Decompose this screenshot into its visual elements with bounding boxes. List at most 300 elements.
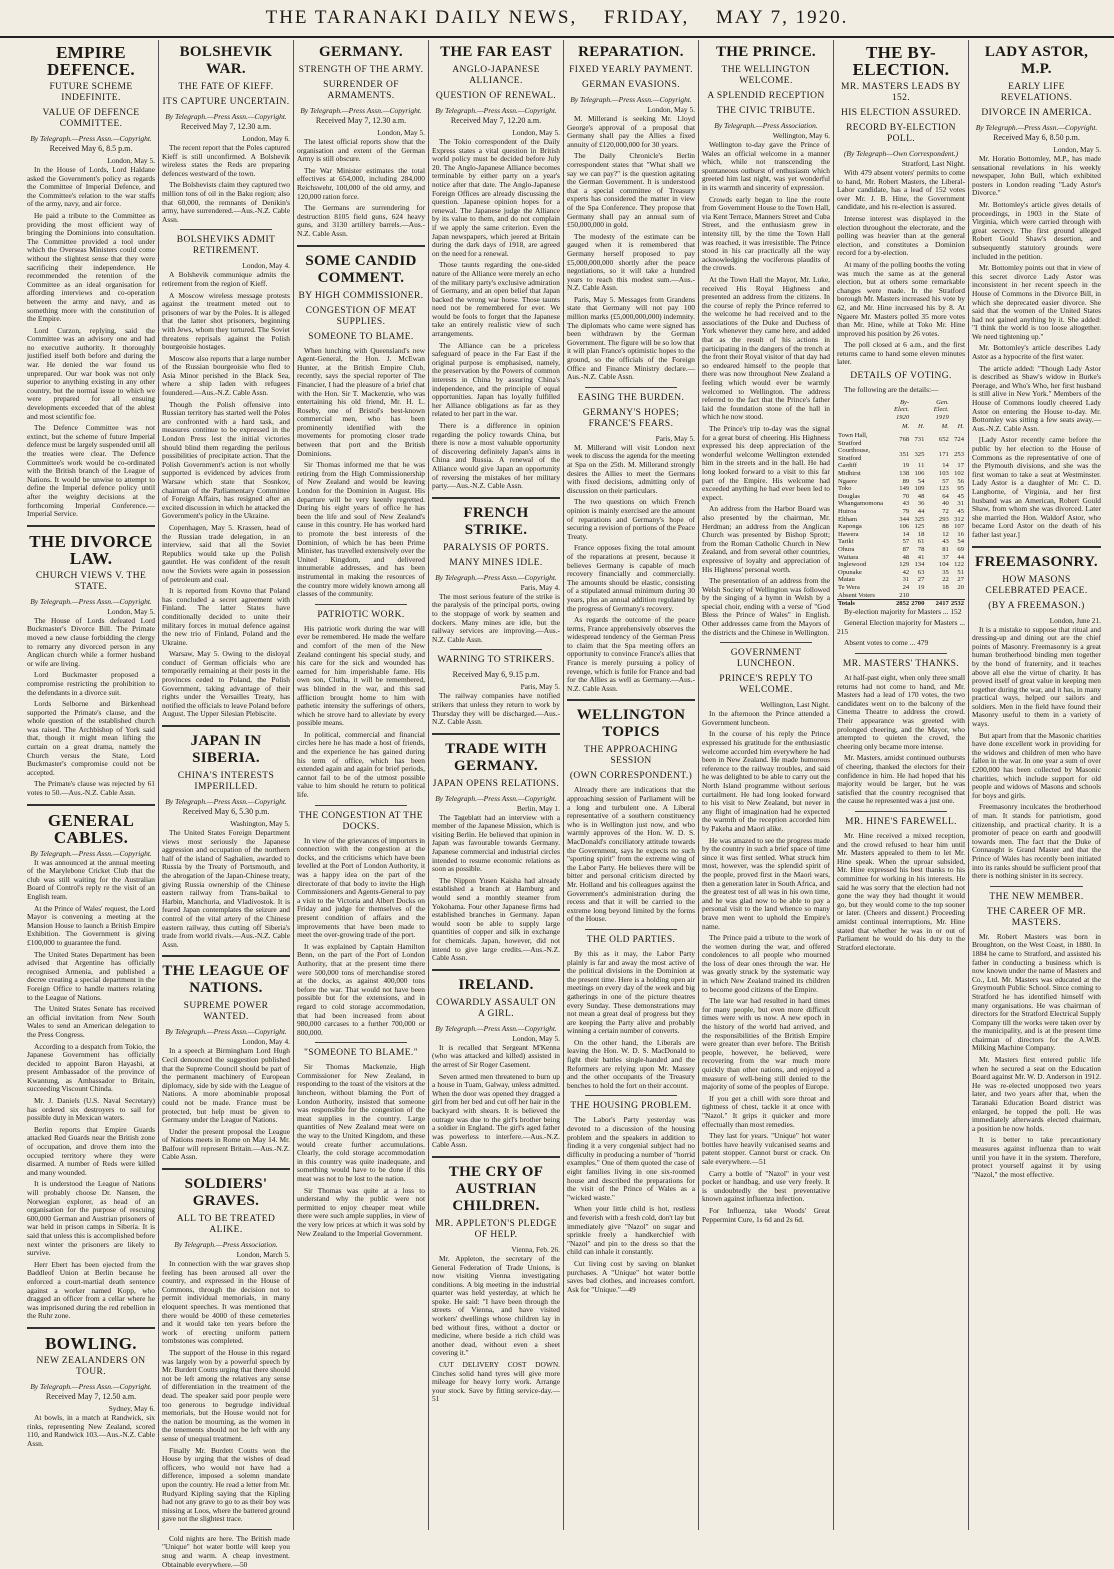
article bbox=[432, 1156, 560, 1404]
poll-row bbox=[837, 516, 965, 524]
article-subhead: MR. MASTERS' THANKS. bbox=[842, 659, 960, 670]
article-byline: By Telegraph.—Press Assn.—Copyright. bbox=[30, 596, 152, 606]
article-dateline: London, May 4. bbox=[242, 261, 290, 271]
article-paragraph: Mr. Appleton, the secretary of the General Federation of Trade Unions, is now visiting Vienna investigating conditions. A big meeting in the industrial quarter was held yesterday, at which he spoke. He said: "I have been through the streets of Vienna, and have visited workers' dwellings whose children lay in bed without fires, without a doctor or medicine, where beside a rich child was another dead, without even a sheet covering it." bbox=[432, 1253, 560, 1358]
article bbox=[567, 699, 695, 924]
article-paragraph: Cold nights are here. The British made "Unique" hot water bottle will keep you snug and warm. A cheap investment. Obtainable everywhere.—50 bbox=[162, 1533, 290, 1569]
article-received: Received May 7, 12.30 a.m. bbox=[315, 116, 407, 125]
article bbox=[162, 229, 290, 719]
poll-cell: 768 bbox=[899, 435, 910, 443]
article-subhead: HIS ELECTION ASSURED. bbox=[840, 108, 962, 118]
article-subhead: CONGESTION OF MEAT SUPPLIES. bbox=[305, 305, 417, 327]
article-dateline: Sydney, May 6. bbox=[108, 1403, 155, 1413]
poll-cell: 18 bbox=[917, 530, 925, 538]
masthead-date: MAY 7, 1920. bbox=[716, 7, 849, 28]
article-subhead: SUPREME POWER WANTED. bbox=[183, 1001, 269, 1023]
article bbox=[972, 886, 1101, 1180]
article-byline: By Telegraph.—Press Assn.—Copyright. bbox=[570, 95, 692, 104]
column-divider bbox=[315, 805, 407, 806]
poll-cell: 48 bbox=[917, 492, 925, 500]
article-paragraph: Copenhagen, May 5. Krassen, head of the Russian trade delegation, in an interview, said that all the Soviet Republics would take up the Polish gauntlet. He was confident of the result now the Soviets were again in possession of petroleum and coal. bbox=[162, 522, 290, 584]
column-divider bbox=[432, 497, 560, 499]
poll-cell: 109 bbox=[914, 485, 925, 493]
column-divider bbox=[585, 387, 677, 388]
article bbox=[432, 44, 560, 491]
article-received: Received May 6, 8.50 p.m. bbox=[993, 133, 1080, 142]
poll-cell: 42 bbox=[902, 568, 910, 576]
poll-cell: M. bbox=[902, 423, 910, 431]
article-byline: By Telegraph.—Press Assn.—Copyright. bbox=[30, 848, 152, 858]
article-paragraph: France opposes fixing the total amount of the reparations at present, because it believes Germany is capable of much recovery financially and commercially. The amounts should be elastic, consisting of a stipulated annual minimum during 30 years, plus an annual addition regulated by the progress of Germany's recovery. bbox=[567, 543, 695, 613]
article-paragraph: The United States Senate has received an official invitation from New South Wales to send an American delegation to the Press Congress. bbox=[27, 1004, 155, 1039]
column-divider bbox=[432, 1156, 560, 1158]
poll-cell: 31 bbox=[957, 500, 964, 508]
article-paragraph: At bowls, in a match at Randwick, six rinks, representing New Zealand, scored 110, and Randwick 103.—Aus.-N.Z. Cable Assn. bbox=[27, 1412, 156, 1448]
article-subhead: NEW ZEALANDERS ON TOUR. bbox=[36, 1355, 146, 1377]
column-divider bbox=[990, 886, 1083, 887]
poll-cell: 79 bbox=[902, 507, 910, 515]
article-paragraph: In the course of his reply the Prince expressed his gratitude for the enthusiastic welcome accorded him everywhere he had been in New Zealand. He made humorous reference to the railway troubles, and said he was delighted to be able to carry out the North Island programme without serious curtailment. He had long looked forward to his visit to New Zealand, but never in any flight of imagination had he expected the warmth of the reception accorded him by Pakeha and Maori alike. bbox=[702, 729, 830, 833]
poll-cell: 37 bbox=[942, 553, 949, 561]
column-divider bbox=[27, 525, 155, 527]
article-headline: THE BY-ELECTION. bbox=[852, 43, 950, 79]
article-subhead: RECORD BY-ELECTION POLL. bbox=[846, 123, 956, 144]
poll-table bbox=[837, 398, 965, 608]
article-byline: By Telegraph.—Press Assn.—Copyright. bbox=[300, 106, 422, 115]
article-paragraph: As regards the outcome of the peace terms, France apprehensively observes the widespread tendency of the German Press to claim that the Spa meeting offers an opportunity to convince France's allies that France is merely pursuing a policy of revenge, which is futile for France and bad for the Allies as well as Germany.—Aus.-N.Z. Cable Assn. bbox=[567, 615, 695, 693]
article-paragraph: An address from the Harbor Board was also presented by the chairman, Mr. Herdman; an address from the Anglican Church was presented by Bishop Sprott; from the Roman Catholic Church in New Zealand, and from several other countries, expressive of loyalty and appreciation of His Highness' personal worth. bbox=[702, 504, 830, 574]
article-subhead: QUESTION OF RENEWAL. bbox=[435, 91, 557, 101]
poll-cell: 95 bbox=[957, 485, 964, 493]
article-subhead: MR. MASTERS LEADS BY 152. bbox=[841, 82, 961, 103]
article-paragraph: In political, commercial and financial circles here he has made a host of friends, and the experience he has gained during his term of office, which has been extended again and again for brief periods, cannot fail to be of the utmost possible value to him should he return to political life. bbox=[297, 729, 425, 800]
article-paragraph: When lunching with Queensland's new Agent-General, the Hon. J. McEwan Hunter, at the British Empire Club, recently, says the special reporter of The Financier, I had the pleasure of a brief chat with the Hon. Sir T. Mackenzie, who was entertaining his old friend, Mr. H. L. Roseby, one of Bristol's best-known commercial men, who has been prominently identified with the movements for promoting closer trade between that port and the British Dominions. bbox=[297, 345, 425, 458]
article-paragraph: In the afternoon the Prince attended a Government luncheon. bbox=[702, 709, 830, 727]
article-paragraph: At the Town Hall the Mayor, Mr. Luke, received His Royal Highness and presented an address from the citizens. In the course of reply the Prince referred to the welcome he had received and to the associations of the Duke and Duchess of York whenever they came here, and added that as the result of his actions in participating in the dangers of the trench at the front their Royal visitor of that day had so endeared himself to the people that there was now throughout New Zealand a feeling which would ever be warmly welcomed to Wellington. The address referred to the fact that the Prince's father laid the foundation stone of the hall in which he now stood. bbox=[702, 274, 830, 422]
article-subhead: GOVERNMENT LUNCHEON. bbox=[730, 648, 802, 670]
poll-row bbox=[837, 569, 965, 577]
column-divider bbox=[180, 229, 272, 230]
article-subhead: CHINA'S INTERESTS IMPERILLED. bbox=[177, 771, 275, 793]
poll-cell: Ohura bbox=[838, 545, 855, 553]
poll-cell: 2532 bbox=[950, 600, 964, 608]
article-paragraph: It is a mistake to suppose that ritual and dressing-up and dining out are the chief points of Masonry. Freemasonry is a great human brotherhood binding men together by the bond of fraternity, and it teaches above all else the virtue of charity. It has proved itself of great value in keeping men together during the war, and it has, in many practical ways, helped our sailors and soldiers. Men in the field have found their Masonry useful to them in a variety of ways. bbox=[972, 624, 1101, 729]
article-paragraph: Seven armed men threatened to burn up a house in Tuam, Galway, unless admitted. When the door was opened they dragged a girl from her bed and cut off her hair in the backyard with shears. It is believed the outrage was due to the girl's brother being a soldier in England. The girl's aged father was powerless to interfere.—Aus.-N.Z. Cable Assn. bbox=[432, 1071, 560, 1150]
poll-cell: 57 bbox=[902, 538, 910, 546]
poll-cell: 78 bbox=[917, 545, 925, 553]
poll-cell: M. bbox=[941, 423, 949, 431]
poll-cell: 36 bbox=[917, 500, 925, 508]
article bbox=[837, 653, 965, 806]
poll-cell: Town Hall, Stratford bbox=[838, 432, 868, 447]
poll-cell: Hawera bbox=[838, 530, 859, 538]
poll-cell: 107 bbox=[954, 523, 964, 531]
poll-cell: 54 bbox=[957, 538, 964, 546]
article-paragraph: Already there are indications that the approaching session of Parliament will be a long and turbulent one. A Liberal representative of a southern constituency who is in Wellington just now, and who warmly approves of the Hon. W. D. S. MacDonald's conciliatory attitude towards the Government, says he expects no such "sporting spirit" from the extreme wing of the Labor Party. He believes there will be bitter and personal criticism directed by Mr. Holland and his colleagues against the Government's administration during the recess and that it will be carried to the extreme long beyond limited by the forms of the House. bbox=[567, 785, 695, 924]
details-heading: DETAILS OF VOTING. bbox=[850, 371, 952, 382]
poll-row bbox=[837, 447, 965, 462]
article bbox=[162, 1529, 290, 1569]
poll-cell: Absent Voters bbox=[838, 591, 875, 599]
poll-majority: By-election majority for Masters ... 152 bbox=[844, 606, 962, 616]
poll-row bbox=[837, 561, 965, 569]
article-paragraph: Mr. Bottomley's article gives details of proceedings, in 1903 in the State of Virginia, which were carried through with great secrecy. The first ground alleged Robert Gould Shaw's desertion, and subsequently statutory grounds were included in the petition. bbox=[972, 199, 1101, 261]
poll-cell: 652 bbox=[938, 435, 949, 443]
article-headline: FREEMASONRY. bbox=[975, 553, 1098, 570]
article bbox=[297, 805, 425, 1038]
article-paragraph: Warsaw, May 5. Owing to the disloyal conduct of German officials who are temporarily remaining at their posts in the provinces ceded to Poland, the Polish Government, taking advantage of their rights under the Versailles Treaty, has notified the officials to leave Poland before August. The Upper Silesian Plebiscite. bbox=[162, 649, 290, 719]
article-paragraph: At half-past eight, when only three small returns had not come to hand, and Mr. Masters had a lead of 170 votes, the two candidates went on to the balcony of the Cinema Theatre to address the crowd. Their appearance was greeted with prolonged cheering, and the Mayor, who attempted to quieten the crowd, the cheering only became more intense. bbox=[837, 673, 965, 751]
article-subhead: (OWN CORRESPONDENT.) bbox=[569, 771, 693, 782]
article-paragraph: The Labor's Party yesterday was devoted to a discussion of the housing problem and the speakers in addition to finding it a very congenial subject had no difficulty in producing a number of "horrid examples." One of them quoted the case of eight families living in one six-roomed house and described the preparations for the visit of the Prince of Wales as a "wicked waste." bbox=[567, 1115, 695, 1202]
poll-cell: 125 bbox=[914, 523, 925, 531]
article-paragraph: The poll closed at 6 a.m., and the first returns came to hand some eleven minutes later. bbox=[837, 340, 965, 367]
article-paragraph: There is a difference in opinion regarding the policy towards China, but there is now a most valuable opportunity of discovering definitely Japan's aims in China and Russia. A renewal of the Alliance would give Japan an opportunity of reversing the mistakes of her military party.—Aus.-N.Z. Cable Assn. bbox=[432, 421, 560, 491]
article-paragraph: The United States Foreign Department views most seriously the Japanese aggression and occupation of the northern half of the island of Saghalien, awarded to Russia by the Treaty of Portsmouth, and the abrogation of the Japan-Chinese treaty, giving Russia ownership of the Chinese eastern railway from Trans-baikal to Harbin, Manchuria, and Vladivostok. It is feared Japan contemplates the seizure and control of the vital artery of the Chinese eastern railway, thus cutting off Siberia's trade from world rivals.—Aus.-N.Z. Cable Assn. bbox=[162, 828, 290, 949]
poll-cell: By-Elect. 1920 bbox=[893, 398, 910, 421]
column-divider bbox=[315, 604, 407, 605]
poll-row bbox=[837, 538, 965, 546]
column-divider bbox=[27, 804, 155, 806]
article-paragraph: Crowds early began to line the route from Government House to the Town Hall, via Kent Terrace, Manners Street and Cuba Street, and the enthusiasm grew in intensity till, by the time the Town Hall was reached, it was irresistible. The Prince stood in his car practically all the way acknowledging the vociferous plaudits of the crowds. bbox=[702, 194, 830, 273]
poll-cell: Midhirst bbox=[838, 470, 861, 477]
poll-cell: 45 bbox=[957, 492, 964, 500]
poll-cell: 129 bbox=[899, 561, 910, 569]
column-8 bbox=[969, 40, 1104, 1530]
article-paragraph: The Daily Chronicle's Berlin correspondent states that "What shall we say we can pay?" is the question agitating the German Government. It is understood that a special committee of Treasury experts has considered the matter in view of the Spa Conference. They propose that Germany shall pay an annual sum of £50,000,000 in gold. bbox=[567, 151, 695, 230]
article-subhead: THE CAREER OF MR. MASTERS. bbox=[986, 906, 1087, 928]
article-subhead: JAPAN OPENS RELATIONS. bbox=[432, 778, 560, 789]
poll-cell: 61 bbox=[917, 538, 925, 546]
article-received: Received May 6, 8.5 p.m. bbox=[49, 144, 133, 153]
article-byline: By Telegraph.—Press Association. bbox=[714, 121, 818, 130]
article-dateline: Berlin, May 1. bbox=[516, 803, 560, 813]
poll-cell: 14 bbox=[942, 462, 949, 470]
poll-row bbox=[837, 470, 965, 478]
poll-cell: 40 bbox=[942, 500, 949, 508]
article-paragraph: The most serious feature of the strike is the paralysis of the principal ports, owing to the stoppage of work by seamen and dockers. Many mines are idle, but the railway services are improving.—Aus.-N.Z. Cable Assn. bbox=[432, 591, 560, 644]
article-subhead: ALL TO BE TREATED ALIKE. bbox=[176, 1214, 276, 1236]
article-paragraph: Mr. J. Daniels (U.S. Naval Secretary) has ordered six destroyers to sail for possible duty in Mexican waters. bbox=[27, 1096, 155, 1123]
poll-cell: 51 bbox=[957, 568, 964, 576]
article-headline: TRADE WITH GERMANY. bbox=[445, 740, 547, 774]
article-paragraph: The Tokio correspondent of the Daily Express states a vital question in British world policy must be decided before July 20. The Anglo-Japanese Alliance becomes terminable by either party on a year's notice after that date. The Anglo-Japanese Foreign Offices are already discussing the question. Japanese opinion hopes for a renewal. The Japanese judge the Alliance by its value to them, and do not complain if we apply the same criterion. Even the Japan newspapers, which jeered at Britain during the dark days of 1918, are agreed on the need for a renewal. bbox=[432, 137, 560, 258]
poll-cell: 56 bbox=[957, 477, 964, 485]
article-paragraph: The recent report that the Poles captured Kieff is still unconfirmed. A Bolshevik wireless states the Reds are preparing defences westward of the town. bbox=[162, 143, 290, 178]
article bbox=[837, 811, 965, 952]
article-dateline: Wellington, Last Night. bbox=[760, 700, 830, 710]
article-paragraph: The Tageblatt had an interview with a member of the Japanese Mission, which is visiting Berlin. He believed that opinion in Japan was favourable towards Germany. Japanese commercial and industrial circles intended to resume economic relations as soon as possible. bbox=[432, 812, 560, 874]
article-subhead: HOW MASONS CELEBRATED PEACE. bbox=[985, 574, 1088, 596]
article-dateline: Paris, May 5. bbox=[655, 433, 695, 443]
poll-cell: 325 bbox=[914, 515, 925, 523]
article-paragraph: For Influenza, take Woods' Great Peppermint Cure, 1s 6d and 2s 6d. bbox=[702, 1205, 830, 1224]
poll-cell: 43 bbox=[942, 538, 949, 546]
article-dateline: Stratford, Last Night. bbox=[901, 159, 965, 168]
article-paragraph: Sir Thomas was quite at a loss to understand why the public were not permitted to enjoy cheaper meat while there were such ample supplies, in view of the very low prices at which it was sold by New Zealand to the Imperial Government. bbox=[297, 1185, 425, 1238]
article bbox=[27, 44, 155, 519]
poll-cell: 2852 bbox=[887, 600, 910, 608]
article-paragraph: Herr Ebert has been ejected from the Baddleof Union at Berlin because he enforced a court-martial death sentence against a worker named Kopp, who dragged an officer from a cellar where he was imprisoned during the red rebellion in the Ruhr zone. bbox=[27, 1259, 155, 1321]
article-paragraph: The Bolshevists claim they captured two million tons of oil in the Baku region; also that 60,000, the remnants of Denikin's army, have surrendered.—Aus.-N.Z. Cable Assn. bbox=[162, 180, 290, 224]
article-paragraph: Lord Buckmaster proposed a compromise restricting the prohibition to the defendants in a divorce suit. bbox=[27, 670, 155, 697]
column-divider bbox=[27, 1327, 155, 1329]
article-paragraph: At the Prince of Wales' request, the Lord Mayor is convening a meeting at the Mansion House to launch a British Empire Exhibition. The Government is giving £100,000 to guarantee the fund. bbox=[27, 903, 155, 947]
article bbox=[702, 642, 830, 1224]
article-byline: By Telegraph.—Press Association. bbox=[174, 1240, 278, 1250]
article-paragraph: Berlin reports that Empire Guards attacked Red Guards near the British zone of occupation, and drove them into the occupied territory where they were disarmed. A number of Reds were killed and many wounded. bbox=[27, 1124, 155, 1177]
poll-cell: 16 bbox=[957, 530, 964, 538]
article bbox=[567, 929, 695, 1091]
column-divider bbox=[297, 245, 425, 247]
poll-cell: 312 bbox=[954, 515, 964, 523]
poll-row bbox=[837, 508, 965, 516]
poll-cell: 104 bbox=[938, 561, 949, 569]
poll-cell: 134 bbox=[914, 561, 925, 569]
article-dateline: Wellington, May 6. bbox=[772, 131, 830, 140]
article-paragraph: Sir Thomas informed me that he was retiring from the High Commissionership of New Zealand and would be leaving London for the Dominion in August. His departure will be very keenly regretted. During his eight years of office he has been the life and soul of New Zealand's cause in this country. He has worked hard to promote the best interests of the Dominion, of which he has been Prime Minister, has travelled extensively over the United Kingdom, and delivered innumerable addresses, and has been instrumental in making the resources of the country more widely known among all classes of the community. bbox=[297, 460, 425, 599]
poll-cell: Waitara bbox=[838, 553, 859, 561]
poll-cell: 24 bbox=[902, 583, 910, 591]
article bbox=[162, 1168, 290, 1524]
article-paragraph: Carry a bottle of "Nazol" in your vest pocket or handbag, and use very freely. It is undoubtedly the best preventative known against influenza infection. bbox=[702, 1168, 830, 1204]
poll-cell: 57 bbox=[942, 477, 949, 485]
article-paragraph: The House of Lords defeated Lord Buckmaster's Divorce Bill. The Primate moved a new clause forbidding the clergy to remarry any divorced person in any Anglican church while a former husband or wife are living. bbox=[27, 615, 155, 668]
article-subhead: MR. APPLETON'S PLEDGE OF HELP. bbox=[435, 1218, 557, 1240]
poll-cell: 35 bbox=[942, 568, 949, 576]
poll-cell bbox=[950, 398, 965, 423]
article-subhead: CHURCH VIEWS V. THE STATE. bbox=[35, 570, 147, 592]
article bbox=[567, 44, 695, 382]
article-headline: EMPIRE DEFENCE. bbox=[47, 43, 135, 79]
poll-cell: 103 bbox=[938, 470, 949, 477]
article bbox=[27, 525, 155, 798]
article-dateline: London, May 5. bbox=[512, 128, 560, 137]
article-dateline: London, May 6. bbox=[242, 134, 290, 143]
poll-row bbox=[837, 531, 965, 539]
poll-cell: 19 bbox=[902, 462, 910, 470]
poll-cell: 351 bbox=[899, 451, 910, 459]
column-divider bbox=[162, 955, 290, 957]
article-subhead: PATRIOTIC WORK. bbox=[317, 609, 405, 620]
column-divider bbox=[720, 642, 812, 643]
article-subhead: THE NEW MEMBER. bbox=[989, 891, 1084, 902]
article-dateline: London, May 5. bbox=[377, 128, 425, 137]
poll-cell: Cardiff bbox=[838, 462, 857, 470]
poll-cell: 724 bbox=[954, 435, 964, 443]
article-byline: By Telegraph.—Press Assn.—Copyright. bbox=[435, 106, 557, 115]
poll-cell: Te Wera bbox=[838, 583, 860, 591]
article-headline: SOME CANDID COMMENT. bbox=[305, 252, 417, 286]
article bbox=[297, 604, 425, 800]
poll-cell: Totals bbox=[837, 600, 887, 608]
article-paragraph: The support of the House in this regard was largely won by a powerful speech by Mr. Burdett Coutts urging that there should not be left among the relatives any sense of differentiation in the treatment of the dead. The speaker said poor people were too generous to begrudge individual memorials, but the House would not for the nation be mourning, as the women in the tenements should not be left with any sense of unequal treatment. bbox=[162, 1348, 290, 1443]
poll-row bbox=[837, 485, 965, 493]
masthead-day: FRIDAY, bbox=[603, 7, 690, 28]
column-6 bbox=[699, 40, 834, 1530]
article-paragraph: Mr. Masters first entered public life when he secured a seat on the Education Board against Mr. W. D. Anderson in 1912. He was re-elected unopposed two years later, and two years after that, when the Taranaki Education Board district was enlarged, he topped the poll. He was immediately afterwards elected chairman, a position he now holds. bbox=[972, 1055, 1101, 1133]
poll-cell: Inglewood bbox=[838, 561, 867, 569]
article-paragraph: The Primate's clause was rejected by 61 votes to 50.—Aus.-N.Z. Cable Assn. bbox=[27, 779, 155, 798]
article-subhead: ANGLO-JAPANESE ALLIANCE. bbox=[452, 65, 540, 86]
poll-cell: Tariki bbox=[838, 538, 854, 546]
poll-cell: 81 bbox=[942, 545, 949, 553]
poll-cell: 2700 bbox=[911, 600, 925, 608]
article bbox=[432, 969, 560, 1150]
poll-cell: 31 bbox=[902, 576, 910, 584]
article-subhead: VALUE OF DEFENCE COMMITTEE. bbox=[42, 108, 140, 129]
article-subhead: PRINCE'S REPLY TO WELCOME. bbox=[719, 674, 813, 696]
poll-row bbox=[837, 398, 965, 423]
poll-row bbox=[837, 592, 965, 600]
article-subhead: THE WELLINGTON WELCOME. bbox=[721, 65, 811, 86]
poll-row bbox=[837, 584, 965, 592]
article-paragraph: When your little child is hot, restless and feverish with a fresh cold, don't lay but immediately give "Nazol" on sugar and sprinkle freely a handkerchief with "Nazol" and pin to the dress so that the child can inhale it constantly. bbox=[567, 1204, 695, 1257]
article-paragraph: Finally Mr. Burdett Coutts won the House by urging that the wishes of dead officers, who would not have had a difference, imposed a solemn mandate upon the country. He read a letter from Mr. Rudyard Kipling saying that the Kipling had not any grave to go to as their boy was missing at Loos, where the battered ground gave not the slightest trace. bbox=[162, 1445, 290, 1524]
article-paragraph: Mr. Horatio Bottomley, M.P., has made sensational revelations in his weekly newspaper, John Bull, which exhibited posters in London reading "Lady Astor's Divorce." bbox=[972, 154, 1101, 198]
article-paragraph: Paris, May 5. Messages from Grandens state that Germany will not pay 100 million marks (£5,000,000,000) indemnity. The diplomats who came were signed has been withdrawn by the German Government. The figure will be so low that it will plan France's optimistic hopes to the ground, so the officials of the Foreign Office and Finance Ministry declare.—Aus.-N.Z. Cable Assn. bbox=[567, 294, 695, 382]
poll-cell: 22 bbox=[942, 576, 949, 584]
article bbox=[297, 44, 425, 239]
poll-row bbox=[837, 422, 965, 432]
poll-cell bbox=[950, 592, 965, 600]
poll-cell: 72 bbox=[942, 507, 949, 515]
column-divider bbox=[432, 969, 560, 971]
article bbox=[162, 44, 290, 224]
article-subhead: SURRENDER OF ARMAMENTS. bbox=[323, 80, 399, 101]
column-divider bbox=[180, 1529, 272, 1530]
article-paragraph: It is understood the League of Nations will probably choose Dr. Nansen, the Norwegian explorer, as head of an organisation for the purpose of rescuing 600,000 German and Austrian prisoners of war held in prison camps in Siberia. It is said that unless this is accomplished before next winter the prisoners are likely to survive. bbox=[27, 1179, 155, 1258]
article-subhead: EARLY LIFE REVELATIONS. bbox=[1000, 82, 1073, 103]
poll-cell: Huiroa bbox=[838, 507, 857, 515]
article-paragraph: If you get a chill with sore throat and tightness of chest, tackle it at once with "Nazol." It grips it quicker and more effectually than most remedies. bbox=[702, 1093, 830, 1129]
column-divider bbox=[315, 1042, 407, 1043]
article-paragraph: It is reported from Kovno that Poland has concluded a secret agreement with Finland. The latter States have conditionally decided to unite their military forces in mutual defence against the new trio of Finland, Poland and the Ukraine. bbox=[162, 586, 290, 647]
column-7 bbox=[834, 40, 969, 1530]
column-divider bbox=[567, 699, 695, 701]
poll-row bbox=[837, 576, 965, 584]
article-headline: WELLINGTON TOPICS bbox=[576, 707, 686, 741]
poll-cell: Eltham bbox=[838, 515, 858, 523]
poll-cell: 64 bbox=[942, 492, 949, 500]
poll-cell: Ngaere bbox=[838, 477, 858, 485]
column-4 bbox=[429, 40, 564, 1530]
poll-cell bbox=[837, 422, 887, 432]
poll-cell: Kaponga bbox=[838, 523, 862, 531]
article-paragraph: Though the Polish offensive into Russian territory has started well the Poles are confronted with a hard task, and measures continue to be expressed in the London Press lest the initial victories should blind them regarding the perilous possibilities of precipitate action. That the Polish Government's action is not wholly supported is evidenced by advices from Warsaw which state that Sosnkov, chairman of the Parliamentary Committee of Foreign Affairs, has resigned after an excited discussion in which he attacked the Government's policy in the Ukraine. bbox=[162, 399, 290, 521]
article-paragraph: Cut living cost by saving on blanket purchases. A "Unique" hot water bottle saves bad clothes, and increases comfort. Ask for "Unique."—49 bbox=[567, 1258, 695, 1294]
article bbox=[27, 1327, 155, 1448]
masthead bbox=[0, 0, 1114, 38]
article-headline: GENERAL CABLES. bbox=[47, 810, 135, 847]
poll-cell: 2417 bbox=[925, 600, 949, 608]
article-paragraph: The presentation of an address from the Welsh Society of Wellington was followed by the singing of a hymn in Welsh by a special choir, ending with a verse of "God Bless the Prince of Wales" in English. Other addresses came from the Mayors of the districts and the Chinese in Wellington. bbox=[702, 576, 830, 637]
article bbox=[162, 955, 290, 1162]
column-divider bbox=[585, 929, 677, 930]
column-divider bbox=[432, 733, 560, 735]
article-dateline: London, May 5. bbox=[107, 606, 155, 616]
article-headline: THE LEAGUE OF NATIONS. bbox=[162, 963, 290, 997]
article-paragraph: The Prince paid a tribute to the work of the women during the war, and offered condolences to all people who mourned the loss of dear ones through the war. He was greatly struck by the systematic way in which New Zealand trained its children to become good citizens of the Empire. bbox=[702, 933, 830, 994]
article-received: Received May 6, 5.30 p.m. bbox=[182, 807, 270, 817]
article-paragraph: Those taunts regarding the one-sided nature of the Alliance were merely an echo of the military party's exclusive admiration of Germany, and an open belief that Japan backed the wrong war horse. Those taunts need not be remembered for ever. We would be fools to forget that the Japanese take an entirely realistic view of such arrangements. bbox=[432, 260, 560, 339]
poll-cell: H. bbox=[957, 423, 964, 431]
masthead-title: THE TARANAKI DAILY NEWS, bbox=[265, 7, 578, 28]
article-paragraph: In connection with the war graves shop feeling has been aroused all over the country, and expressed in the House of Commons, through the decision not to permit individual memorials, in many eloquent speeches. It was mentioned that there would be 4000 of these cemeteries and it would take ten years before the work of erecting uniform pattern tombstones was completed. bbox=[162, 1259, 290, 1346]
article-subhead: COWARDLY ASSAULT ON A GIRL. bbox=[436, 997, 556, 1019]
article-paragraph: He was amazed to see the progress made by the country in such a brief space of time since it was first settled. What struck him most, however, was the splendid spirit of the people, proved first in the Maori wars, then a generation later in South Africa, and the greatest test of all was in his own time, and he was glad now to be able to pay a personal visit to the land whence so many brave men went to uphold the Empire's name. bbox=[702, 835, 830, 931]
poll-cell: 344 bbox=[899, 515, 910, 523]
article-paragraph: The Alliance can be a priceless safeguard of peace in the Far East if the original purpose is emphasised, namely, the preservation by the Powers of common interests in China by assuring China's independence, and the principle of equal opportunities. Japan has loyally fulfilled her Alliance obligations as far as they related to her part in the war. bbox=[432, 340, 560, 419]
column-3 bbox=[294, 40, 429, 1530]
article-paragraph: Lords Selborne and Birkenhead supported the Primate's clause, and the whole question of the established church was raised. The Archbishop of York said that, though it might mean lifting the curtain on a great drama, namely the Church versus the State, Lord Buckmaster's compromise could not be accepted. bbox=[27, 699, 155, 777]
article bbox=[27, 804, 155, 1321]
article-paragraph: Mr. Hine received a mixed reception, and the crowd refused to hear him until Mr. Masters appealed to them to let Mr. Hine speak. When the uproar subsided, Mr. Hine expressed his best thanks to his committee for working in his interests. He said he was sorry that the election had not gone the way they had thought it would go, but they would come to the top sooner or later. (Cheers and dissent.) Proceeding amidst continual interruptions, Mr. Hine stated that whether he was in or out of Parliament he would do his duty to the Stratford electorate. bbox=[837, 830, 965, 952]
poll-cell: Opunake bbox=[838, 568, 862, 576]
poll-cell: 149 bbox=[899, 485, 910, 493]
article-dateline: Vienna, Feb. 26. bbox=[511, 1244, 560, 1254]
article-paragraph: The article added: "Though Lady Astor is described as Shaw's widow in Burke's Peerage, and Who's Who, her first husband is still alive in New York." Members of the House of Commons loudly cheered Lady Astor on entering the House to-day. Mr. Bottomley was sitting a few seats away.—Aus.-N.Z. Cable Assn. bbox=[972, 363, 1101, 433]
article-dateline: Paris, May 4. bbox=[520, 582, 560, 592]
article-paragraph: The modesty of the estimate can be gauged when it is remembered that Germany herself proposed to pay £5,000,000,000 shortly after the peace negotiations, so it will take a hundred years to reach this modest sum.—Aus.-N.Z. Cable Assn. bbox=[567, 231, 695, 293]
poll-cell: 253 bbox=[954, 451, 964, 459]
article-paragraph: Moscow also reports that a large number of the Russian bourgeoisie who fled to Asia Minor perished in the Black Sea, where a ship laden with refugees foundered.—Aus.-N.Z. Cable Assn. bbox=[162, 353, 290, 398]
article-byline: By Telegraph.—Press Assn.—Copyright. bbox=[165, 797, 287, 807]
poll-cell: 43 bbox=[902, 500, 910, 508]
article-dateline: London, March 5. bbox=[236, 1250, 290, 1260]
article-headline: BOWLING. bbox=[45, 1333, 137, 1353]
article-paragraph: The Nippon Yusen Kaisha had already established a branch at Hamburg and would send a monthly steamer from Yokohama. Four other Japanese firms had established branches in Germany. Japan would soon be able to supply large quantities of copper and silk in exchange for chemicals. Japan, however, did not intend to give large credits.—Aus.-N.Z. Cable Assn. bbox=[432, 875, 560, 963]
poll-row bbox=[837, 493, 965, 501]
poll-cell bbox=[910, 592, 925, 600]
article-paragraph: In view of the grievances of importers in connection with the congestion at the docks, and the criticisms which have been levelled at the Port of London Authority, it was a happy idea on the part of the directorate of that body to invite the High Commissioners and Agents-General to pay a visit to the Victoria and Albert Docks on Friday and judge for themselves of the present condition of affairs and the improvements that have been made to meet the over-growing trade of the port. bbox=[297, 835, 425, 940]
article-paragraph: Mr. Masters, amidst continued outbursts of cheering, thanked the electors for their confidence in him. He had hoped that his majority would be larger, but he was satisfied that the country recognised that the cause he represented was a just one. bbox=[837, 753, 965, 806]
article-dateline: London, May 5. bbox=[1053, 145, 1101, 154]
article-received: Received May 7, 12.50 a.m. bbox=[45, 1391, 137, 1401]
article bbox=[837, 44, 965, 648]
poll-cell: 14 bbox=[902, 530, 910, 538]
poll-cell: 106 bbox=[914, 470, 925, 477]
article-received: Received May 6, 9.15 p.m. bbox=[452, 670, 540, 680]
article-headline: THE FAR EAST bbox=[440, 44, 552, 60]
article-byline: By Telegraph.—Press Assn.—Copyright. bbox=[30, 134, 152, 143]
article-subhead: GERMAN EVASIONS. bbox=[581, 80, 681, 90]
article-dateline: London, May 5. bbox=[107, 156, 155, 165]
article-paragraph: By this as it may, the Labor Party plainly is far and away the most active of the political divisions in the Dominion at the present time. Here is a holding open air meetings on every day of the week and big gatherings in one of the picture theatres every Sunday. These demonstrations may not mean a great deal of progress but they are keeping the Party alive and probably winning a certain number of converts. bbox=[567, 948, 695, 1036]
poll-cell: 41 bbox=[917, 553, 925, 561]
article-paragraph: The two questions on which French opinion is mainly exercised are the amount of reparations and Germany's hope of securing a revision of portions of the Peace Treaty. bbox=[567, 497, 695, 541]
article bbox=[567, 1095, 695, 1294]
article-paragraph: Mr. Bottomley points out that in view of this secret divorce Lady Astor was inconsistent in her recent speech in the House of Commons in the Divorce Bill, in which she deprecated easier divorce. She said that the women of the United States had not gained anything by it. She added: "I think the world is too loose altogether. We need tightening up." bbox=[972, 263, 1101, 341]
poll-cell bbox=[837, 398, 887, 423]
poll-cell: 11 bbox=[918, 462, 925, 470]
article-headline: JAPAN IN SIBERIA. bbox=[190, 733, 262, 767]
article-paragraph: The Germans are surrendering for destruction 8105 field guns, 624 heavy guns, and 3130 artillery barrels.—Aus.-N.Z. Cable Assn. bbox=[297, 203, 425, 238]
article bbox=[432, 733, 560, 963]
article-headline: BOLSHEVIK WAR. bbox=[179, 44, 273, 77]
poll-cell: 89 bbox=[902, 477, 910, 485]
article-paragraph: A Moscow wireless message protests against the treatment meted out to prisoners of war by the Poles. It is alleged that the latter shot prisoners, beginning with Jews, whom they tortured. The Soviet threatens reprisals against the Polish bourgeoisie hostages. bbox=[162, 290, 290, 352]
article-paragraph: With 479 absent voters' permits to come to hand, Mr. Robert Masters, the Liberal-Labor candidate, has a lead of 152 votes over Mr. J. B. Hine, the Government candidate, and his re-election is assured. bbox=[837, 168, 965, 212]
article-subhead: FIXED YEARLY PAYMENT. bbox=[569, 65, 693, 75]
article-subhead: SOMEONE TO BLAME. bbox=[308, 331, 414, 342]
article-headline: THE CRY OF AUSTRIAN CHILDREN. bbox=[448, 1163, 544, 1214]
poll-cell: 12 bbox=[942, 530, 949, 538]
article-subhead: BOLSHEVIKS ADMIT RETIREMENT. bbox=[176, 235, 276, 257]
article-dateline: London, May 4. bbox=[242, 1037, 290, 1047]
article-paragraph: The latest official reports show that the organisation and extent of the German Army is still obscure. bbox=[297, 137, 425, 164]
poll-row bbox=[837, 523, 965, 531]
